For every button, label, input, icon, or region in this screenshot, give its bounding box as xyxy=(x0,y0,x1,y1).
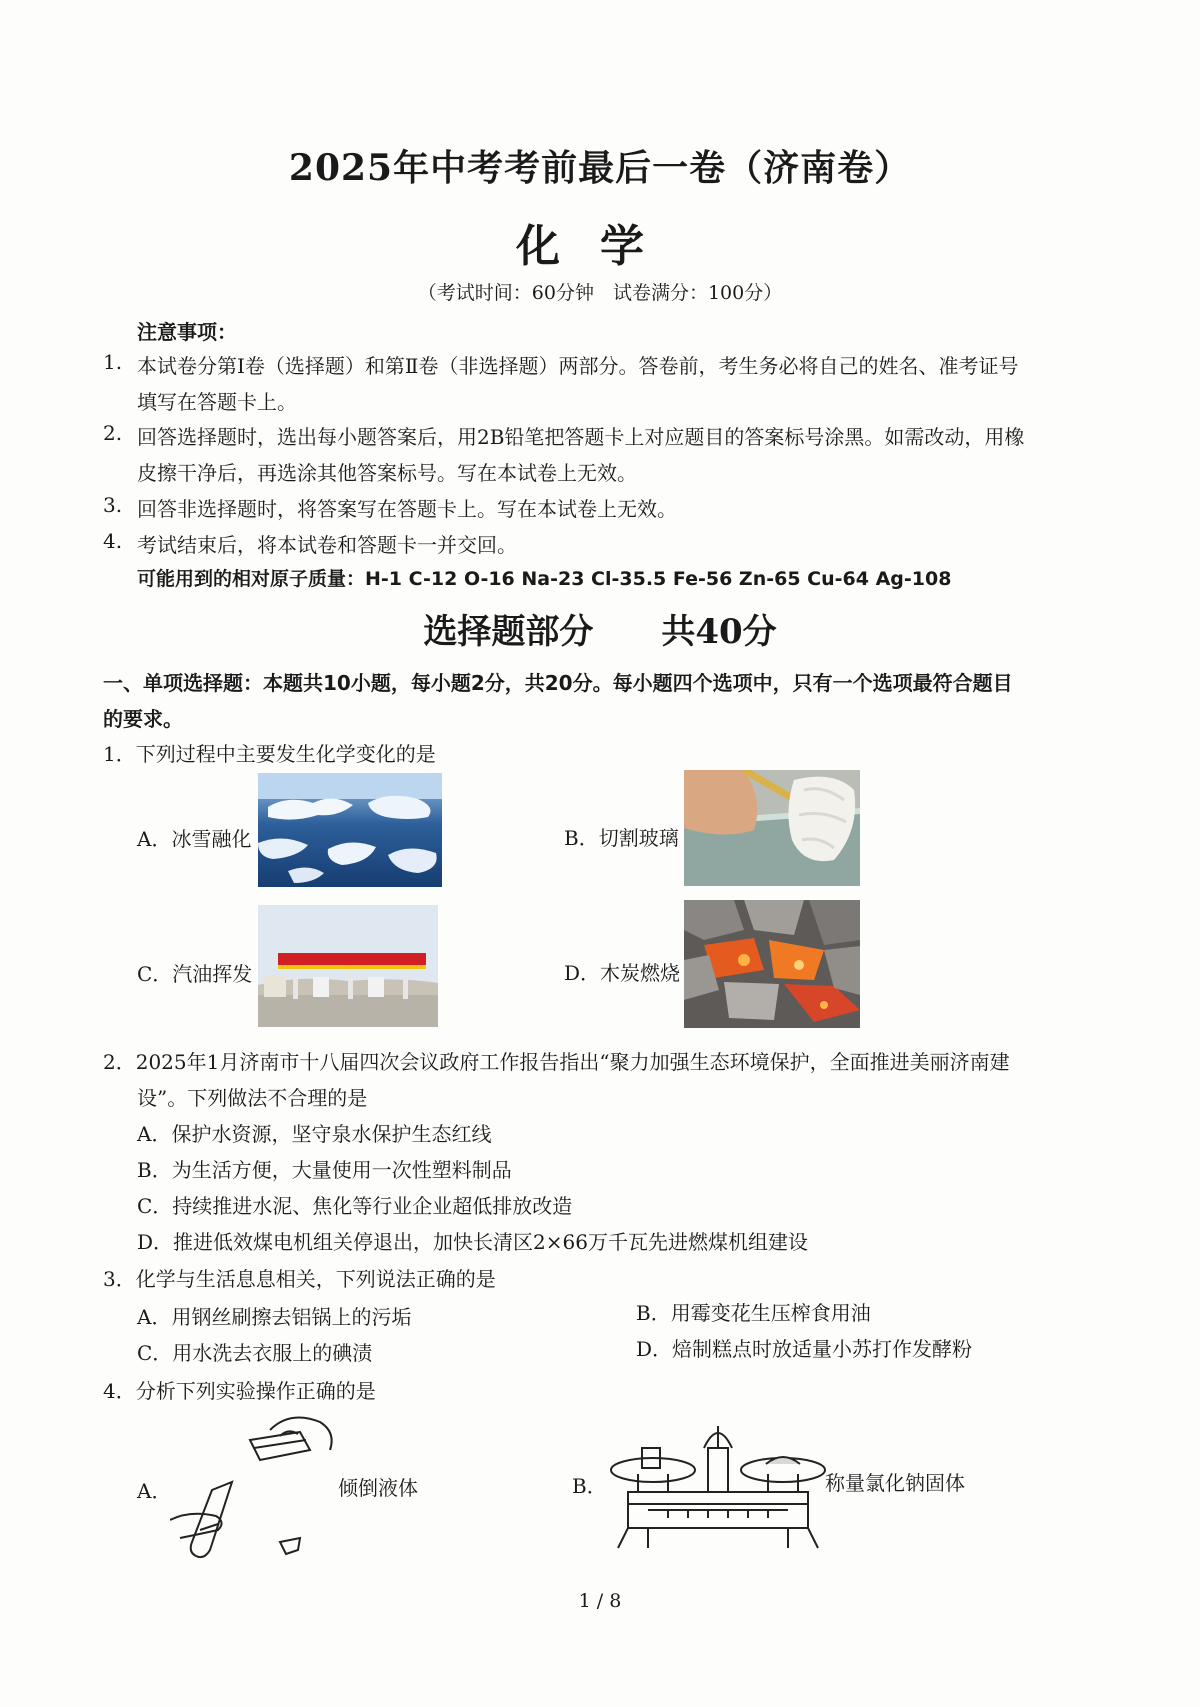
ice-melting-image xyxy=(258,773,442,887)
q3-option-d: D．焙制糕点时放适量小苏打作发酵粉 xyxy=(636,1337,973,1361)
q1-option-b: B．切割玻璃 xyxy=(564,826,679,850)
note-1-line1: 本试卷分第Ⅰ卷（选择题）和第Ⅱ卷（非选择题）两部分。答卷前，考生务必将自己的姓名、准考证号 xyxy=(137,354,1019,378)
q4-stem: 4．分析下列实验操作正确的是 xyxy=(103,1379,376,1403)
q3-stem: 3．化学与生活息息相关，下列说法正确的是 xyxy=(103,1267,496,1291)
q2-option-d: D．推进低效煤电机组关停退出，加快长清区2×66万千瓦先进燃煤机组建设 xyxy=(137,1230,808,1254)
note-1-line2: 填写在答题卡上。 xyxy=(137,390,297,414)
q2-option-b: B．为生活方便，大量使用一次性塑料制品 xyxy=(137,1158,512,1182)
glass-cutting-image xyxy=(684,770,860,886)
q4-option-b-label: 称量氯化钠固体 xyxy=(825,1471,965,1495)
section-heading: 选择题部分 共40分 xyxy=(423,612,777,652)
page-number: 1 / 8 xyxy=(578,1590,622,1612)
note-4-line1: 考试结束后，将本试卷和答题卡一并交回。 xyxy=(137,533,517,557)
q3-option-a: A．用钢丝刷擦去铝锅上的污垢 xyxy=(137,1305,412,1329)
charcoal-burning-image xyxy=(684,900,860,1028)
q4-option-a-label: 倾倒液体 xyxy=(338,1476,418,1500)
note-1-num: 1. xyxy=(103,350,123,374)
subject-title: 化学 xyxy=(516,221,684,272)
q2-stem-line2: 设”。下列做法不合理的是 xyxy=(137,1086,368,1110)
q1-option-a: A．冰雪融化 xyxy=(137,827,252,851)
gas-station-image xyxy=(258,905,438,1027)
note-2-line1: 回答选择题时，选出每小题答案后，用2B铅笔把答题卡上对应题目的答案标号涂黑。如需改动，用橡 xyxy=(137,425,1025,449)
note-3-num: 3. xyxy=(103,493,123,517)
q4-option-a-letter: A． xyxy=(137,1479,172,1503)
note-2-line2: 皮擦干净后，再选涂其他答案标号。写在本试卷上无效。 xyxy=(137,461,637,485)
atomic-masses: 可能用到的相对原子质量：H-1 C-12 O-16 Na-23 Cl-35.5 Fe-56 Zn-65 Cu-64 Ag-108 xyxy=(137,568,952,590)
q2-option-a: A．保护水资源，坚守泉水保护生态红线 xyxy=(137,1122,492,1146)
note-3-line1: 回答非选择题时，将答案写在答题卡上。写在本试卷上无效。 xyxy=(137,497,677,521)
q1-option-d: D．木炭燃烧 xyxy=(564,961,681,985)
q2-stem-line1: 2．2025年1月济南市十八届四次会议政府工作报告指出“聚力加强生态环境保护，全面推进美丽济南建 xyxy=(103,1050,1010,1074)
q3-option-c: C．用水洗去衣服上的碘渍 xyxy=(137,1341,373,1365)
note-4-num: 4. xyxy=(103,529,123,553)
q1-stem: 1．下列过程中主要发生化学变化的是 xyxy=(103,742,436,766)
q2-option-c: C．持续推进水泥、焦化等行业企业超低排放改造 xyxy=(137,1194,573,1218)
q3-option-b: B．用霉变花生压榨食用油 xyxy=(636,1301,871,1325)
pouring-liquid-diagram xyxy=(170,1410,340,1560)
exam-title: 2025年中考考前最后一卷（济南卷） xyxy=(288,147,912,189)
notes-heading: 注意事项： xyxy=(137,320,237,344)
balance-scale-diagram xyxy=(608,1418,828,1553)
q4-option-b-letter: B． xyxy=(572,1474,607,1498)
q1-option-c: C．汽油挥发 xyxy=(137,962,253,986)
note-2-num: 2. xyxy=(103,421,123,445)
exam-info: （考试时间：60分钟 试卷满分：100分） xyxy=(417,282,783,304)
part-heading-line1: 一、单项选择题：本题共10小题，每小题2分，共20分。每小题四个选项中，只有一个选项最符合题目 xyxy=(103,671,1013,695)
part-heading-line2: 的要求。 xyxy=(103,707,183,731)
